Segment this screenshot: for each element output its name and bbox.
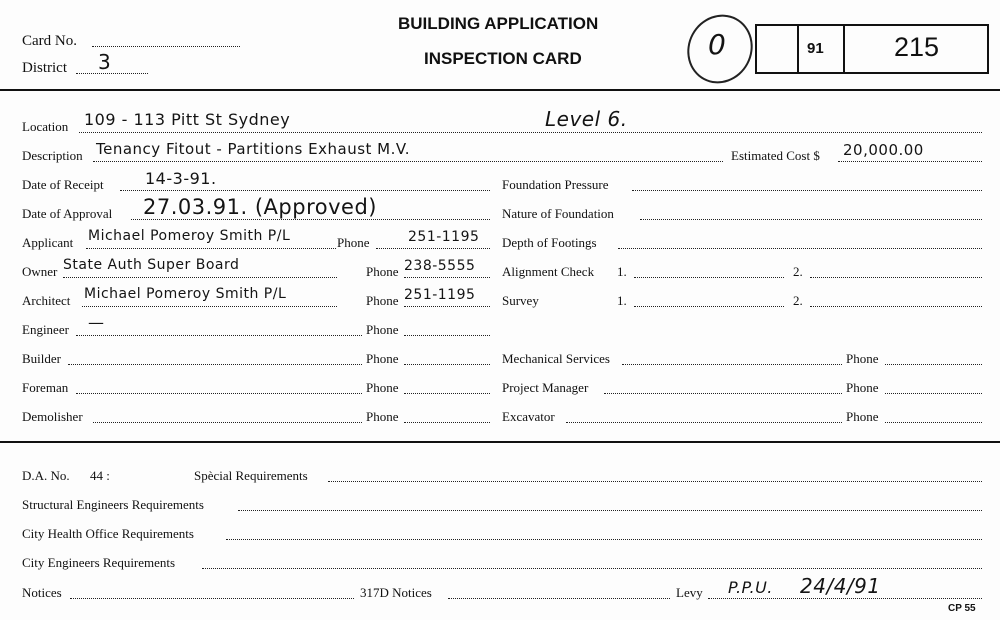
project-manager-field[interactable] bbox=[604, 393, 842, 394]
builder-label: Builder bbox=[22, 351, 61, 366]
header-rule bbox=[0, 89, 1000, 91]
applicant-phone-label: Phone bbox=[337, 235, 370, 250]
box-divider-2 bbox=[843, 24, 845, 74]
estimated-cost-label: Estimated Cost $ bbox=[731, 148, 820, 163]
architect-field[interactable] bbox=[82, 306, 337, 307]
date-receipt-field[interactable] bbox=[120, 190, 490, 191]
nature-foundation-label: Nature of Foundation bbox=[502, 206, 614, 221]
title-line-1: BUILDING APPLICATION bbox=[398, 14, 599, 33]
demolisher-phone-field[interactable] bbox=[404, 422, 490, 423]
survey-field-1[interactable] bbox=[634, 306, 784, 307]
form-code: CP 55 bbox=[948, 603, 976, 614]
special-requirements-label: Spècial Requirements bbox=[194, 468, 308, 483]
structural-requirements-field[interactable] bbox=[238, 510, 982, 511]
date-receipt-label: Date of Receipt bbox=[22, 177, 104, 192]
builder-phone-field[interactable] bbox=[404, 364, 490, 365]
engineer-value: — bbox=[88, 313, 105, 332]
date-approval-field[interactable] bbox=[131, 219, 490, 220]
location-value: 109 - 113 Pitt St Sydney bbox=[84, 110, 291, 129]
applicant-value: Michael Pomeroy Smith P/L bbox=[88, 228, 291, 244]
applicant-label: Applicant bbox=[22, 235, 74, 250]
demolisher-label: Demolisher bbox=[22, 409, 83, 424]
architect-value: Michael Pomeroy Smith P/L bbox=[84, 286, 287, 302]
title-line-2: INSPECTION CARD bbox=[424, 49, 582, 68]
survey-num-2: 2. bbox=[793, 293, 803, 308]
engineer-phone-label: Phone bbox=[366, 322, 399, 337]
city-engineers-requirements-field[interactable] bbox=[202, 568, 982, 569]
architect-phone-field[interactable] bbox=[404, 306, 490, 307]
mechanical-label: Mechanical Services bbox=[502, 351, 610, 366]
engineer-phone-field[interactable] bbox=[404, 335, 490, 336]
depth-footings-field[interactable] bbox=[618, 248, 982, 249]
estimated-cost-value: 20,000.00 bbox=[843, 141, 924, 159]
date-approval-label: Date of Approval bbox=[22, 206, 113, 221]
box-code: 91 bbox=[807, 40, 824, 57]
architect-label: Architect bbox=[22, 293, 71, 308]
survey-label: Survey bbox=[502, 293, 539, 308]
location-field[interactable] bbox=[79, 132, 982, 133]
owner-phone-label: Phone bbox=[366, 264, 399, 279]
health-requirements-label: City Health Office Requirements bbox=[22, 526, 194, 541]
applicant-phone-value: 251-1195 bbox=[408, 229, 480, 245]
circle-mark-digit: 0 bbox=[708, 28, 727, 61]
owner-label: Owner bbox=[22, 264, 58, 279]
survey-field-2[interactable] bbox=[810, 306, 982, 307]
alignment-num-1: 1. bbox=[617, 264, 627, 279]
location-level: Level 6. bbox=[545, 107, 628, 131]
foundation-pressure-label: Foundation Pressure bbox=[502, 177, 609, 192]
special-requirements-field[interactable] bbox=[328, 481, 982, 482]
notices-317d-field[interactable] bbox=[448, 598, 670, 599]
mechanical-field[interactable] bbox=[622, 364, 842, 365]
engineer-field[interactable] bbox=[76, 335, 362, 336]
levy-field[interactable] bbox=[708, 598, 982, 599]
foreman-phone-label: Phone bbox=[366, 380, 399, 395]
levy-date: 24/4/91 bbox=[800, 574, 881, 598]
foreman-phone-field[interactable] bbox=[404, 393, 490, 394]
foreman-label: Foreman bbox=[22, 380, 69, 395]
builder-phone-label: Phone bbox=[366, 351, 399, 366]
district-label: District bbox=[22, 60, 67, 76]
nature-foundation-field[interactable] bbox=[640, 219, 982, 220]
notices-317d-label: 317D Notices bbox=[360, 585, 432, 600]
description-label: Description bbox=[22, 148, 83, 163]
levy-value: P.P.U. bbox=[728, 578, 773, 597]
alignment-check-label: Alignment Check bbox=[502, 264, 595, 279]
mechanical-phone-label: Phone bbox=[846, 351, 879, 366]
applicant-field[interactable] bbox=[86, 248, 336, 249]
mechanical-phone-field[interactable] bbox=[885, 364, 982, 365]
description-field[interactable] bbox=[93, 161, 723, 162]
date-approval-value: 27.03.91. (Approved) bbox=[143, 195, 377, 219]
owner-value: State Auth Super Board bbox=[63, 257, 240, 273]
alignment-field-2[interactable] bbox=[810, 277, 982, 278]
engineer-label: Engineer bbox=[22, 322, 69, 337]
description-value: Tenancy Fitout - Partitions Exhaust M.V. bbox=[96, 140, 410, 158]
levy-label: Levy bbox=[676, 585, 703, 600]
demolisher-phone-label: Phone bbox=[366, 409, 399, 424]
project-manager-label: Project Manager bbox=[502, 380, 589, 395]
demolisher-field[interactable] bbox=[93, 422, 362, 423]
owner-phone-field[interactable] bbox=[404, 277, 490, 278]
structural-requirements-label: Structural Engineers Requirements bbox=[22, 497, 204, 512]
card-number-box bbox=[755, 24, 989, 74]
applicant-phone-field[interactable] bbox=[376, 248, 490, 249]
owner-phone-value: 238-5555 bbox=[404, 258, 476, 274]
district-field[interactable] bbox=[76, 73, 148, 74]
excavator-phone-label: Phone bbox=[846, 409, 879, 424]
builder-field[interactable] bbox=[68, 364, 362, 365]
city-engineers-requirements-label: City Engineers Requirements bbox=[22, 555, 176, 570]
health-requirements-field[interactable] bbox=[226, 539, 982, 540]
excavator-phone-field[interactable] bbox=[885, 422, 982, 423]
card-no-field[interactable] bbox=[92, 46, 240, 47]
box-divider-1 bbox=[797, 24, 799, 74]
foreman-field[interactable] bbox=[76, 393, 362, 394]
district-value: 3 bbox=[98, 50, 112, 74]
alignment-field-1[interactable] bbox=[634, 277, 784, 278]
depth-footings-label: Depth of Footings bbox=[502, 235, 597, 250]
excavator-field[interactable] bbox=[566, 422, 842, 423]
middle-rule bbox=[0, 441, 1000, 443]
architect-phone-label: Phone bbox=[366, 293, 399, 308]
notices-label: Notices bbox=[22, 585, 62, 600]
estimated-cost-field[interactable] bbox=[838, 161, 982, 162]
da-no-value: 44 : bbox=[90, 468, 110, 483]
alignment-num-2: 2. bbox=[793, 264, 803, 279]
survey-num-1: 1. bbox=[617, 293, 627, 308]
project-manager-phone-label: Phone bbox=[846, 380, 879, 395]
notices-field[interactable] bbox=[70, 598, 354, 599]
project-manager-phone-field[interactable] bbox=[885, 393, 982, 394]
box-number: 215 bbox=[894, 32, 940, 62]
location-label: Location bbox=[22, 119, 69, 134]
owner-field[interactable] bbox=[63, 277, 337, 278]
architect-phone-value: 251-1195 bbox=[404, 287, 476, 303]
foundation-pressure-field[interactable] bbox=[632, 190, 982, 191]
da-no-label: D.A. No. bbox=[22, 468, 70, 483]
excavator-label: Excavator bbox=[502, 409, 555, 424]
card-no-label: Card No. bbox=[22, 33, 77, 49]
date-receipt-value: 14-3-91. bbox=[145, 169, 217, 188]
